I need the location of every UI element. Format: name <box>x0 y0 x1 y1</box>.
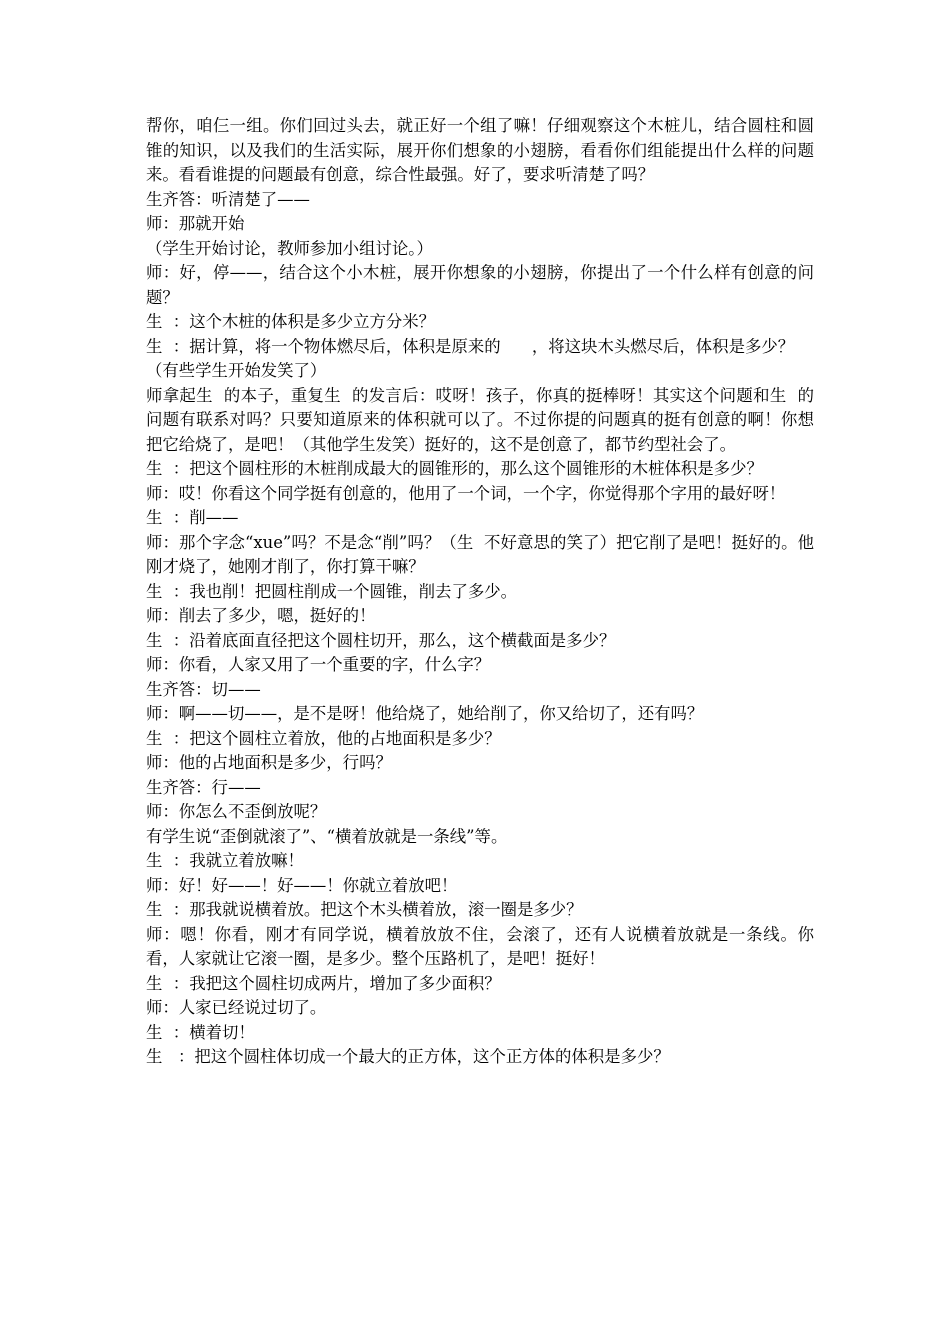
paragraph-student-horizontal-cut: 生 ：横着切！ <box>146 1022 255 1042</box>
paragraph-teacher-start: 师：那就开始 <box>146 214 245 233</box>
paragraph-teacher-xue: 师：那个字念“xue”吗？不是念“削”吗？（生 不好意思的笑了）把它削了是吧！挺好的。他刚才烧了，她刚才削了，你打算干嘛？ <box>146 532 814 576</box>
paragraph-teacher-tilt: 师：你怎么不歪倒放呢？ <box>146 802 327 821</box>
paragraph-student-volume: 生 ：这个木桩的体积是多少立方分米？ <box>146 312 436 331</box>
paragraph-student-burn: 生 ：据计算，将一个物体燃尽后，体积是原来的 ，将这块木头燃尽后，体积是多少？ <box>146 336 795 356</box>
paragraph-teacher-roller: 师：嗯！你看，刚才有同学说，横着放放不住，会滚了，还有人说横着放就是一条线。你看，人家就让它滚一圈，是多少。整个压路机了，是吧！挺好！ <box>146 924 814 968</box>
document-page <box>146 114 814 1070</box>
paragraph-student-cube: 生 ：把这个圆柱体切成一个最大的正方体，这个正方体的体积是多少？ <box>146 1047 670 1066</box>
paragraph-teacher-footprint: 师：他的占地面积是多少，行吗？ <box>146 753 392 772</box>
paragraph-students-qie: 生齐答：切—— <box>146 679 261 699</box>
paragraph-student-cross-section: 生 ：沿着底面直径把这个圆柱切开，那么，这个横截面是多少？ <box>146 630 616 650</box>
paragraph-teacher-word: 师：哎！你看这个同学挺有创意的，他用了一个词，一个字，你觉得那个字用的最好呀！ <box>146 483 786 503</box>
paragraph-teacher-important-word: 师：你看，人家又用了一个重要的字，什么字？ <box>146 655 491 674</box>
paragraph-student-also-cut: 生 ：我也削！把圆柱削成一个圆锥，削去了多少。 <box>146 581 518 601</box>
paragraph-student-xiao: 生 ：削—— <box>146 508 239 527</box>
paragraph-student-two-pieces: 生 ：我把这个圆柱切成两片，增加了多少面积？ <box>146 973 501 993</box>
paragraph-student-upright: 生 ：把这个圆柱立着放，他的占地面积是多少？ <box>146 728 501 748</box>
paragraph-students-reply: 生齐答：听清楚了—— <box>146 189 310 209</box>
paragraph-students-xing: 生齐答：行—— <box>146 777 261 797</box>
paragraph-students-roll: 有学生说“歪倒就滚了”、“横着放就是一条线”等。 <box>146 826 508 846</box>
paragraph-stage-direction-discussion: （学生开始讨论，教师参加小组讨论。） <box>146 238 433 258</box>
paragraph-teacher-ok: 师：好！好——！好——！你就立着放吧！ <box>146 875 458 895</box>
paragraph-teacher-comment-burn: 师拿起生 的本子，重复生 的发言后：哎呀！孩子，你真的挺棒呀！其实这个问题和生 的问题有联系对吗？只要知道原来的体积就可以了。不过你提的问题真的挺有创意的啊！你想把它给烧了，是吧！（其他学生发笑）挺好的，这不是创意了，都节约型社会了。 <box>146 385 814 454</box>
paragraph-student-cone: 生 ：把这个圆柱形的木桩削成最大的圆锥形的，那么这个圆锥形的木桩体积是多少？ <box>146 459 763 478</box>
paragraph-teacher-cut-amount: 师：削去了多少，嗯，挺好的！ <box>146 606 376 625</box>
paragraph-student-stand: 生 ：我就立着放嘛！ <box>146 851 304 870</box>
paragraph-teacher-already-cut: 师：人家已经说过切了。 <box>146 998 327 1017</box>
paragraph-teacher-anything-else: 师：啊——切——，是不是呀！他给烧了，她给削了，你又给切了，还有吗？ <box>146 704 704 723</box>
paragraph-intro-instructions: 帮你，咱仨一组。你们回过头去，就正好一个组了嘛！仔细观察这个木桩儿，结合圆柱和圆锥的知识，以及我们的生活实际，展开你们想象的小翅膀，看看你们组能提出什么样的问题来。看看谁提的问题最有创意，综合性最强。好了，要求听清楚了吗？ <box>146 116 814 184</box>
paragraph-student-horizontal: 生 ：那我就说横着放。把这个木头横着放，滚一圈是多少？ <box>146 900 583 919</box>
paragraph-stage-direction-laugh: （有些学生开始发笑了） <box>146 361 327 380</box>
paragraph-teacher-stop: 师：好，停——，结合这个小木桩，展开你想象的小翅膀，你提出了一个什么样有创意的问题？ <box>146 263 814 307</box>
